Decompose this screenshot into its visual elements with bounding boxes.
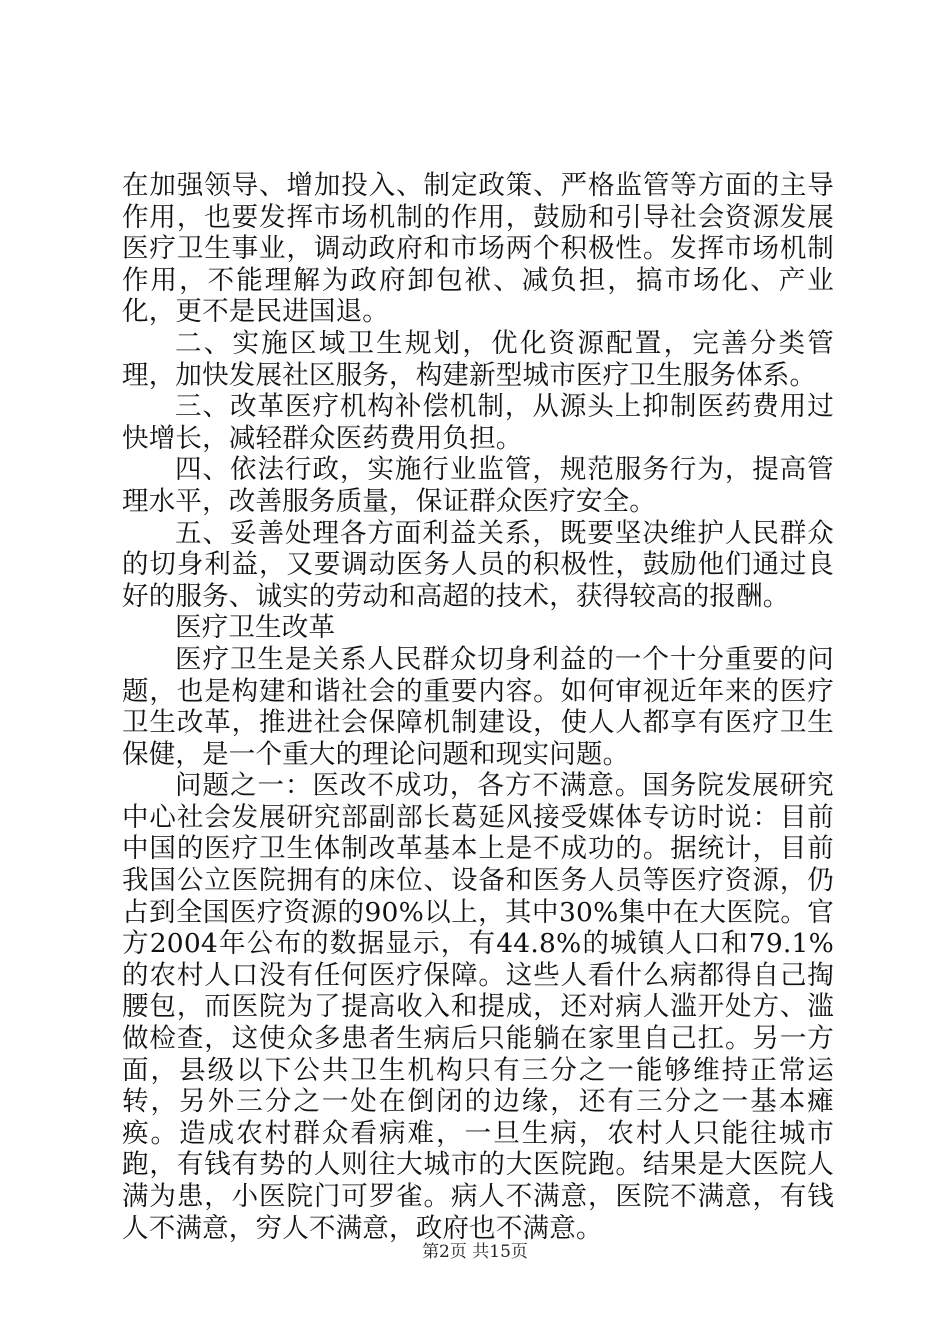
page-number-footer: 第2页 共15页 <box>422 1242 528 1262</box>
document-body <box>122 170 834 1244</box>
paragraph-item-three: 三、改革医疗机构补偿机制，从源头上抑制医药费用过快增长，减轻群众医药费用负担。 <box>122 391 834 454</box>
paragraph-intro: 医疗卫生是关系人民群众切身利益的一个十分重要的问题，也是构建和谐社会的重要内容。如何审视近年来的医疗卫生改革，推进社会保障机制建设，使人人都享有医疗卫生保健，是一个重大的理论问题和现实问题。 <box>122 643 834 770</box>
paragraph-continuation: 在加强领导、增加投入、制定政策、严格监管等方面的主导作用，也要发挥市场机制的作用，鼓励和引导社会资源发展医疗卫生事业，调动政府和市场两个积极性。发挥市场机制作用，不能理解为政府卸包袱、减负担，搞市场化、产业化，更不是民进国退。 <box>122 170 834 328</box>
paragraph-problem-one: 问题之一：医改不成功，各方不满意。国务院发展研究中心社会发展研究部副部长葛延风接受媒体专访时说：目前中国的医疗卫生体制改革基本上是不成功的。据统计，目前我国公立医院拥有的床位、设备和医务人员等医疗资源，仍占到全国医疗资源的90%以上，其中30%集中在大医院。官方2004年公布的数据显示，有44.8%的城镇人口和79.1%的农村人口没有任何医疗保障。这些人看什么病都得自己掏腰包，而医院为了提高收入和提成，还对病人滥开处方、滥做检查，这使众多患者生病后只能躺在家里自己扛。另一方面，县级以下公共卫生机构只有三分之一能够维持正常运转，另外三分之一处在倒闭的边缘，还有三分之一基本瘫痪。造成农村群众看病难，一旦生病，农村人只能往城市跑，有钱有势的人则往大城市的大医院跑。结果是大医院人满为患，小医院门可罗雀。病人不满意，医院不满意，有钱人不满意，穷人不满意，政府也不满意。 <box>122 770 834 1244</box>
paragraph-item-four: 四、依法行政，实施行业监管，规范服务行为，提高管理水平，改善服务质量，保证群众医疗安全。 <box>122 454 834 517</box>
paragraph-item-five: 五、妥善处理各方面利益关系，既要坚决维护人民群众的切身利益，又要调动医务人员的积极性，鼓励他们通过良好的服务、诚实的劳动和高超的技术，获得较高的报酬。 <box>122 517 834 612</box>
paragraph-item-two: 二、实施区域卫生规划，优化资源配置，完善分类管理，加快发展社区服务，构建新型城市医疗卫生服务体系。 <box>122 327 834 391</box>
section-heading: 医疗卫生改革 <box>175 612 336 644</box>
